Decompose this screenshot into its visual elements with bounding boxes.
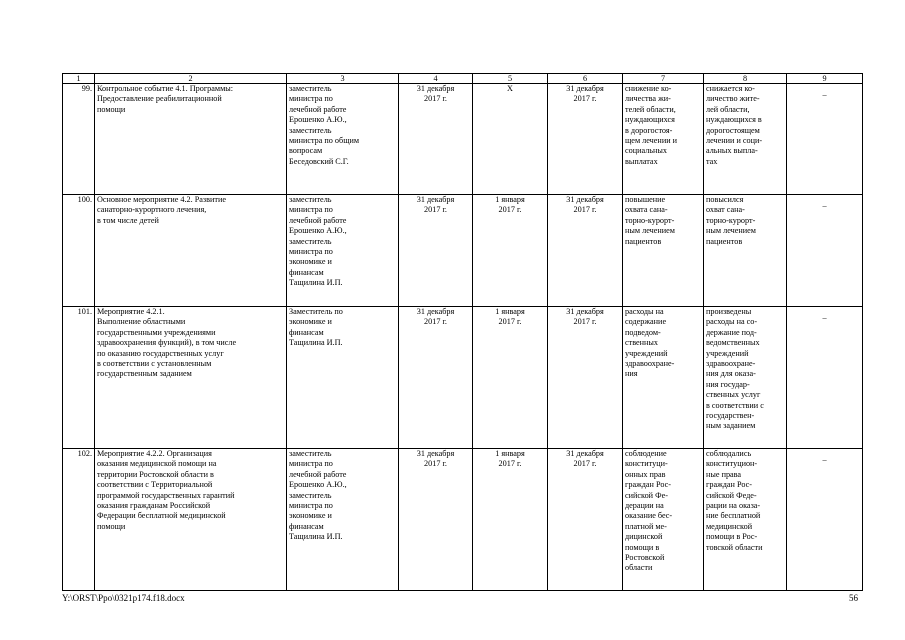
row-number: 101. [63, 307, 95, 449]
actual-end-date: 31 декабря 2017 г. [548, 449, 623, 591]
problems-note: – [787, 449, 863, 591]
event-name: Основное мероприятие 4.2. Развитие санаторно-курортного лечения, в том числе детей [95, 195, 287, 307]
report-table [62, 73, 863, 591]
problems-note: – [787, 195, 863, 307]
column-number-row [63, 74, 863, 84]
table-row [63, 84, 863, 195]
column-number: 4 [399, 74, 473, 84]
event-name: Мероприятие 4.2.1. Выполнение областными государственными учреждениями здравоохранения функций), в том числе по оказанию государственных услуг в соответствии с установленным государственным заданием [95, 307, 287, 449]
column-number: 8 [704, 74, 787, 84]
actual-end-date: 31 декабря 2017 г. [548, 195, 623, 307]
actual-end-date: 31 декабря 2017 г. [548, 84, 623, 195]
achieved-result: снижается ко- личество жите- лей области, нуждающихся в дорогостоящем лечении и соци- альных выпла- тах [704, 84, 787, 195]
column-number: 7 [623, 74, 704, 84]
actual-end-date: 31 декабря 2017 г. [548, 307, 623, 449]
column-number: 3 [287, 74, 399, 84]
planned-result: повышение охвата сана- торно-курорт- ным лечением пациентов [623, 195, 704, 307]
footer-file-path: Y:\ORST\Ppo\0321p174.f18.docx [62, 593, 185, 603]
responsible-person: заместитель министра по лечебной работе Ерошенко А.Ю., заместитель министра по общим вопросам Беседовский С.Г. [287, 84, 399, 195]
row-number: 99. [63, 84, 95, 195]
actual-start-date: 1 января 2017 г. [473, 195, 548, 307]
column-number: 9 [787, 74, 863, 84]
planned-end-date: 31 декабря 2017 г. [399, 449, 473, 591]
problems-note: – [787, 307, 863, 449]
responsible-person: Заместитель по экономике и финансам Тащилина И.П. [287, 307, 399, 449]
row-number: 100. [63, 195, 95, 307]
event-name: Контрольное событие 4.1. Программы: Предоставление реабилитационной помощи [95, 84, 287, 195]
table-row [63, 195, 863, 307]
table-row [63, 449, 863, 591]
planned-end-date: 31 декабря 2017 г. [399, 84, 473, 195]
achieved-result: соблюдались конституцион- ные права граждан Рос- сийской Феде- рации на оказа- ние бесплатной медицинской помощи в Рос- товской области [704, 449, 787, 591]
column-number: 5 [473, 74, 548, 84]
problems-note: – [787, 84, 863, 195]
actual-start-date: 1 января 2017 г. [473, 449, 548, 591]
planned-result: расходы на содержание подведом- ственных учреждений здравоохране- ния [623, 307, 704, 449]
planned-result: снижение ко- личества жи- телей области, нуждающихся в дорогостоя- щем лечении и социальных выплатах [623, 84, 704, 195]
actual-start-date: 1 января 2017 г. [473, 307, 548, 449]
planned-end-date: 31 декабря 2017 г. [399, 195, 473, 307]
planned-result: соблюдение конституци- онных прав граждан Рос- сийской Фе- дерации на оказание бес- платной ме- дицинской помощи в Ростовской области [623, 449, 704, 591]
event-name: Мероприятие 4.2.2. Организация оказания медицинской помощи на территории Ростовской области в соответствии с Территориальной программой государственных гарантий оказания гражданам Российской Федерации бесплатной медицинской помощи [95, 449, 287, 591]
page-number: 56 [849, 593, 858, 603]
responsible-person: заместитель министра по лечебной работе Ерошенко А.Ю., заместитель министра по экономике и финансам Тащилина И.П. [287, 195, 399, 307]
achieved-result: повысился охват сана- торно-курорт- ным лечением пациентов [704, 195, 787, 307]
column-number: 1 [63, 74, 95, 84]
row-number: 102. [63, 449, 95, 591]
achieved-result: произведены расходы на со- держание под- ведомственных учреждений здравоохране- ния для оказа- ния государ- ственных услуг в соответствии с государствен- ным заданием [704, 307, 787, 449]
table-row [63, 307, 863, 449]
column-number: 2 [95, 74, 287, 84]
actual-start-date: Х [473, 84, 548, 195]
column-number: 6 [548, 74, 623, 84]
planned-end-date: 31 декабря 2017 г. [399, 307, 473, 449]
responsible-person: заместитель министра по лечебной работе Ерошенко А.Ю., заместитель министра по экономике и финансам Тащилина И.П. [287, 449, 399, 591]
